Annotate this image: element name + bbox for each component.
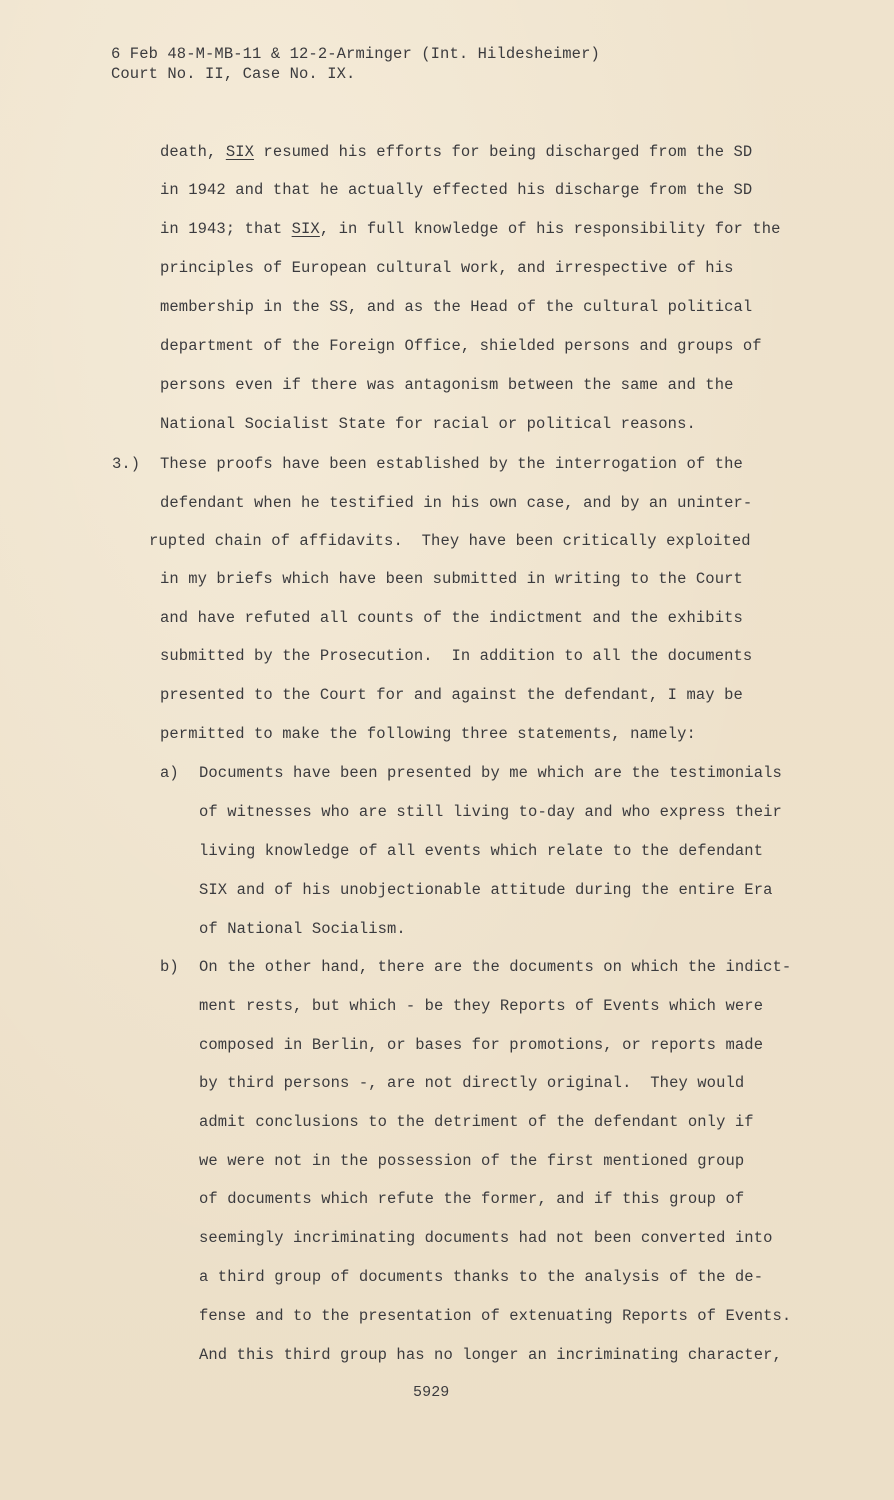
item-b-line-3: composed in Berlin, or bases for promotions, or reports made — [199, 1036, 764, 1054]
six-name: SIX — [225, 143, 255, 161]
item-3-line-6: submitted by the Prosecution. In addition to all the documents — [160, 647, 753, 665]
header-line-2: Court No. II, Case No. IX. — [111, 65, 356, 83]
item-3-marker: 3.) — [112, 455, 141, 473]
item-3-line-4: in my briefs which have been submitted in writing to the Court — [160, 570, 743, 588]
intro-line-6: department of the Foreign Office, shielded persons and groups of — [160, 337, 762, 355]
header-line-1: 6 Feb 48-M-MB-11 & 12-2-Arminger (Int. Hildesheimer) — [111, 45, 600, 63]
page-number: 5929 — [413, 1384, 450, 1401]
intro-line-2: in 1942 and that he actually effected his discharge from the SD — [160, 181, 753, 199]
intro-line-7: persons even if there was antagonism between the same and the — [160, 376, 734, 394]
intro-line-8: National Socialist State for racial or political reasons. — [160, 415, 696, 433]
item-a-marker: a) — [160, 764, 179, 782]
item-3-line-3: rupted chain of affidavits. They have been critically exploited — [149, 532, 751, 550]
item-b-line-9: a third group of documents thanks to the analysis of the de- — [199, 1268, 764, 1286]
item-3-line-7: presented to the Court for and against the defendant, I may be — [160, 686, 743, 704]
item-a-line-1: Documents have been presented by me which are the testimonials — [199, 764, 782, 782]
item-a-line-2: of witnesses who are still living to-day and who express their — [199, 803, 782, 821]
item-a-line-3: living knowledge of all events which relate to the defendant — [199, 842, 764, 860]
intro-line-3: in 1943; that SIX, in full knowledge of his responsibility for the — [160, 220, 781, 238]
item-b-line-2: ment rests, but which - be they Reports of Events which were — [199, 997, 764, 1015]
intro-line-4: principles of European cultural work, and irrespective of his — [160, 259, 734, 277]
item-3-line-8: permitted to make the following three statements, namely: — [160, 725, 696, 743]
item-a-line-4: SIX and of his unobjectionable attitude during the entire Era — [199, 881, 773, 899]
item-b-line-4: by third persons -, are not directly original. They would — [199, 1074, 745, 1092]
intro-line-5: membership in the SS, and as the Head of the cultural political — [160, 298, 753, 316]
intro-line-1: death, SIX resumed his efforts for being discharged from the SD — [160, 143, 753, 161]
item-b-line-11: And this third group has no longer an incriminating character, — [199, 1346, 782, 1364]
item-b-line-6: we were not in the possession of the first mentioned group — [199, 1152, 745, 1170]
item-b-line-7: of documents which refute the former, and if this group of — [199, 1190, 745, 1208]
item-b-line-5: admit conclusions to the detriment of the defendant only if — [199, 1113, 754, 1131]
item-b-line-10: fense and to the presentation of extenuating Reports of Events. — [199, 1307, 792, 1325]
item-b-marker: b) — [160, 958, 179, 976]
item-b-line-8: seemingly incriminating documents had not been converted into — [199, 1229, 773, 1247]
item-b-line-1: On the other hand, there are the documents on which the indict- — [199, 958, 792, 976]
item-3-line-1: These proofs have been established by the interrogation of the — [160, 455, 743, 473]
item-a-line-5: of National Socialism. — [199, 920, 406, 938]
item-3-line-5: and have refuted all counts of the indictment and the exhibits — [160, 609, 743, 627]
item-3-line-2: defendant when he testified in his own case, and by an uninter- — [160, 494, 753, 512]
six-name: SIX — [291, 220, 320, 238]
